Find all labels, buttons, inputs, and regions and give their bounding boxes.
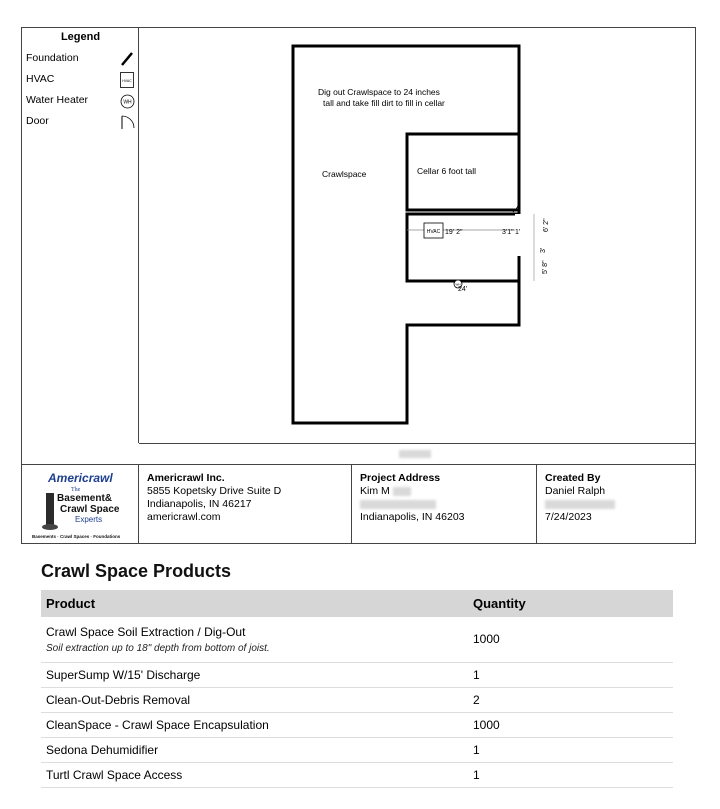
svg-text:Crawl Space: Crawl Space	[60, 504, 120, 515]
product-note: Soil extraction up to 18" depth from bottom of joist.	[46, 642, 270, 654]
product-name: Sedona Dehumidifier	[41, 737, 468, 762]
products-table	[41, 590, 673, 788]
company-address-2: Indianapolis, IN 46217	[147, 498, 252, 510]
company-address-1: 5855 Kopetsky Drive Suite D	[147, 485, 282, 497]
project-address	[351, 465, 537, 544]
dim-lower: 5' 8"	[542, 260, 549, 274]
svg-text:Americrawl: Americrawl	[48, 471, 113, 485]
quantity-cell: 2	[468, 687, 673, 712]
redacted-scale	[399, 450, 431, 458]
svg-text:HVAC: HVAC	[122, 79, 132, 83]
table-row	[41, 687, 673, 712]
table-header-row	[41, 590, 673, 617]
plan-note-line2: tall and take fill dirt to fill in cellar	[323, 98, 445, 108]
dim-width: 19' 2"	[445, 229, 463, 236]
scale-row	[139, 443, 696, 464]
dim-length: 24'	[458, 286, 468, 293]
quantity-cell: 1	[468, 662, 673, 687]
cellar-label: Cellar 6 foot tall	[417, 166, 477, 176]
product-cell	[41, 617, 468, 662]
quantity-cell: 1000	[468, 617, 673, 662]
floor-plan-drawing	[22, 28, 695, 443]
company-website[interactable]: americrawl.com	[147, 511, 221, 523]
crawlspace-label: Crawlspace	[322, 169, 367, 179]
product-name: CleanSpace - Crawl Space Encapsulation	[41, 712, 468, 737]
created-by-heading: Created By	[545, 472, 601, 484]
redacted-name	[393, 487, 411, 496]
created-by	[536, 465, 696, 544]
column-header-product: Product	[41, 590, 468, 617]
legend-title: Legend	[60, 31, 101, 43]
table-row	[41, 737, 673, 762]
project-client: Kim M	[360, 485, 390, 497]
svg-text:WH: WH	[455, 282, 461, 287]
table-row	[41, 617, 673, 662]
svg-text:WH: WH	[123, 99, 132, 106]
svg-text:The: The	[71, 487, 81, 493]
company-name: Americrawl Inc.	[147, 472, 225, 484]
table-row	[41, 712, 673, 737]
dim-door-offset: 3'1"	[502, 229, 514, 236]
product-name: Turtl Crawl Space Access	[41, 762, 468, 787]
created-by-name: Daniel Ralph	[545, 485, 606, 497]
quantity-cell: 1000	[468, 712, 673, 737]
plan-note-line1: Dig out Crawlspace to 24 inches	[318, 87, 440, 97]
legend-label: Foundation	[26, 52, 79, 64]
product-name: Crawl Space Soil Extraction / Dig-Out	[46, 624, 246, 639]
svg-text:Experts: Experts	[75, 515, 103, 524]
dim-upper: 6' 2"	[543, 218, 550, 232]
table-row	[41, 762, 673, 787]
floor-plan-frame	[21, 27, 696, 544]
redacted-contact	[545, 500, 615, 509]
legend-label: Water Heater	[26, 94, 89, 106]
created-date: 7/24/2023	[545, 511, 592, 523]
products-title: Crawl Space Products	[41, 561, 232, 581]
company-info	[138, 465, 352, 544]
project-city: Indianapolis, IN 46203	[360, 511, 465, 523]
legend-label: HVAC	[26, 73, 55, 85]
project-street-row	[360, 498, 529, 511]
project-address-heading: Project Address	[360, 472, 441, 484]
svg-text:Basements · Crawl Spaces · Fou: Basements · Crawl Spaces · Foundations	[32, 534, 121, 539]
quantity-cell: 1	[468, 762, 673, 787]
redacted-street	[360, 500, 436, 509]
svg-text:HVAC: HVAC	[426, 229, 441, 235]
svg-text:Basement&: Basement&	[57, 493, 113, 504]
legend-label: Door	[26, 115, 49, 127]
product-name: SuperSump W/15' Discharge	[41, 662, 468, 687]
dim-door-height: 3'	[540, 247, 547, 253]
company-logo	[30, 469, 130, 541]
title-block	[22, 464, 695, 544]
dim-door: 1'	[515, 229, 521, 236]
created-contact-row	[545, 498, 688, 511]
quantity-cell: 1	[468, 737, 673, 762]
column-header-quantity: Quantity	[468, 590, 673, 617]
table-row	[41, 662, 673, 687]
project-client-row	[360, 485, 529, 498]
product-name: Clean-Out-Debris Removal	[41, 687, 468, 712]
